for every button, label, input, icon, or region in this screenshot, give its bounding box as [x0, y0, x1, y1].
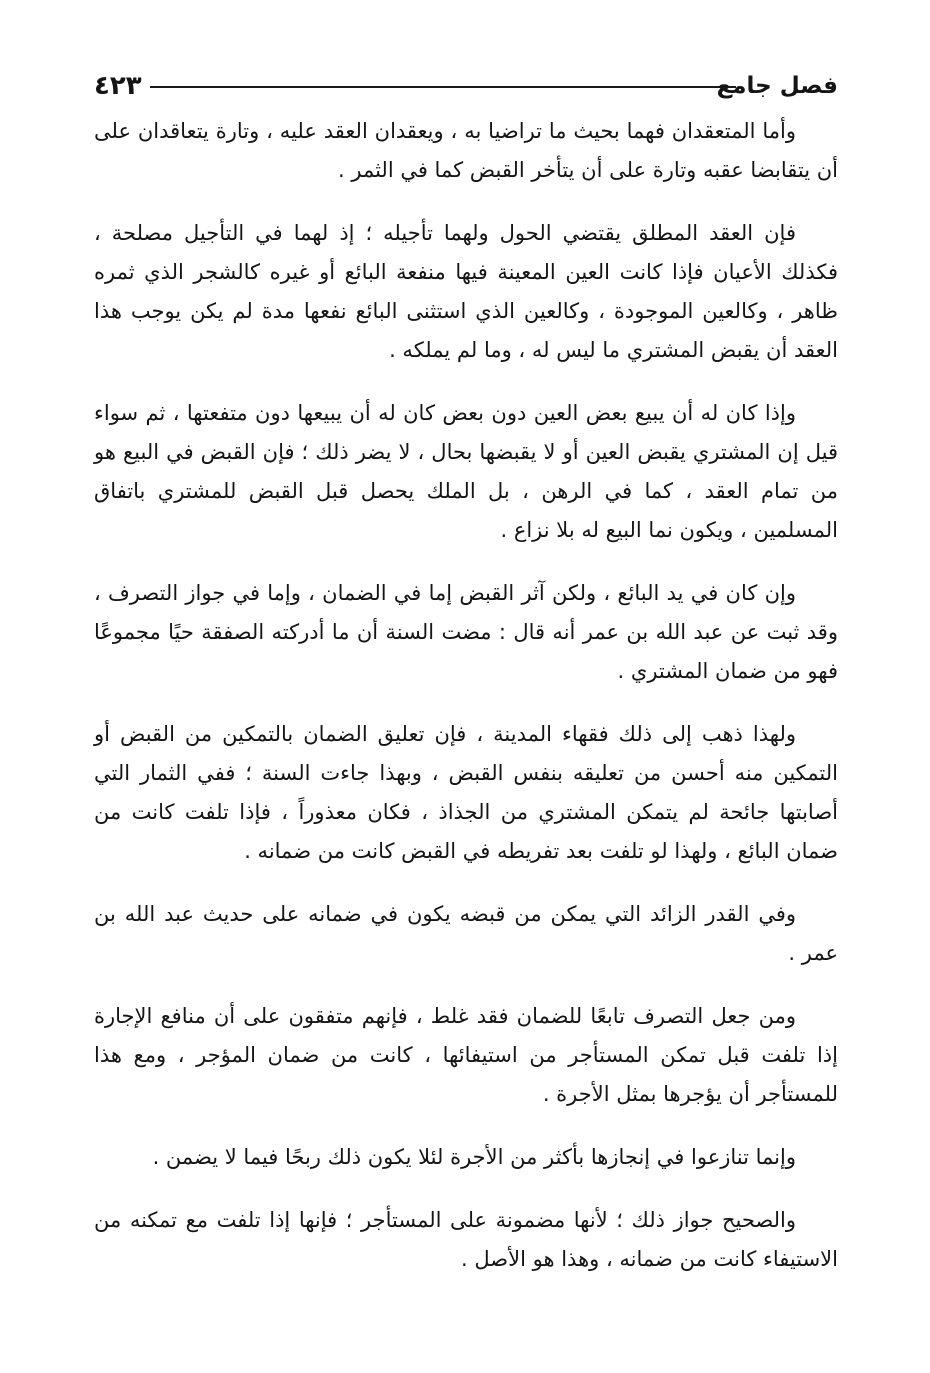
paragraph: وإذا كان له أن يبيع بعض العين دون بعض كان له أن يبيعها دون متفعتها ، ثم سواء قيل إن المشتري يقبض العين أو لا يقبضها بحال ، لا يضر ذلك ؛ فإن القبض في البيع هو من تمام العقد ، كما في الرهن ، بل الملك يحصل قبل القبض للمشتري باتفاق المسلمين ، ويكون نما البيع له بلا نزاع . — [94, 401, 838, 542]
paragraph: وأما المتعقدان فهما بحيث ما تراضيا به ، ويعقدان العقد عليه ، وتارة يتعاقدان على أن يتقابضا عقبه وتارة على أن يتأخر القبض كما في الثمر . — [94, 119, 838, 182]
paragraph: وإنما تنازعوا في إنجازها بأكثر من الأجرة لئلا يكون ذلك ربحًا فيما لا يضمن . — [152, 1145, 796, 1169]
page-body — [94, 112, 838, 1303]
paragraph: ومن جعل التصرف تابعًا للضمان فقد غلط ، فإنهم متفقون على أن منافع الإجارة إذا تلفت قبل تمكن المستأجر من استيفائها ، كانت من ضمان المؤجر ، ومع هذا للمستأجر أن يؤجرها بمثل الأجرة . — [94, 1004, 838, 1106]
header-rule — [150, 86, 736, 88]
page-header — [94, 66, 838, 106]
paragraph: وإن كان في يد البائع ، ولكن آثر القبض إما في الضمان ، وإما في جواز التصرف ، وقد ثبت عن عبد الله بن عمر أنه قال : مضت السنة أن ما أدركته الصفقة حيًا مجموعًا فهو من ضمان المشتري . — [94, 581, 838, 683]
page-number: ٤٢٣ — [94, 71, 142, 101]
running-head: فصل جامع — [716, 73, 838, 99]
paragraph: ولهذا ذهب إلى ذلك فقهاء المدينة ، فإن تعليق الضمان بالتمكين من القبض أو التمكين منه أحسن من تعليقه بنفس القبض ، وبهذا جاءت السنة ؛ ففي الثمار التي أصابتها جائحة لم يتمكن المشتري من الجذاذ ، فكان معذوراً ، فإذا تلفت كانت من ضمان البائع ، ولهذا لو تلفت بعد تفريطه في القبض كانت من ضمانه . — [94, 722, 838, 863]
paragraph: فإن العقد المطلق يقتضي الحول ولهما تأجيله ؛ إذ لهما في التأجيل مصلحة ، فكذلك الأعيان فإذا كانت العين المعينة فيها منفعة البائع أو غيره كالشجر الذي ثمره ظاهر ، وكالعين الموجودة ، وكالعين الذي استثنى البائع نفعها مدة لم يكن يوجب هذا العقد أن يقبض المشتري ما ليس له ، وما لم يملكه . — [94, 221, 838, 362]
paragraph: والصحيح جواز ذلك ؛ لأنها مضمونة على المستأجر ؛ فإنها إذا تلفت مع تمكنه من الاستيفاء كانت من ضمانه ، وهذا هو الأصل . — [94, 1208, 838, 1271]
paragraph: وفي القدر الزائد التي يمكن من قبضه يكون في ضمانه على حديث عبد الله بن عمر . — [94, 902, 838, 965]
